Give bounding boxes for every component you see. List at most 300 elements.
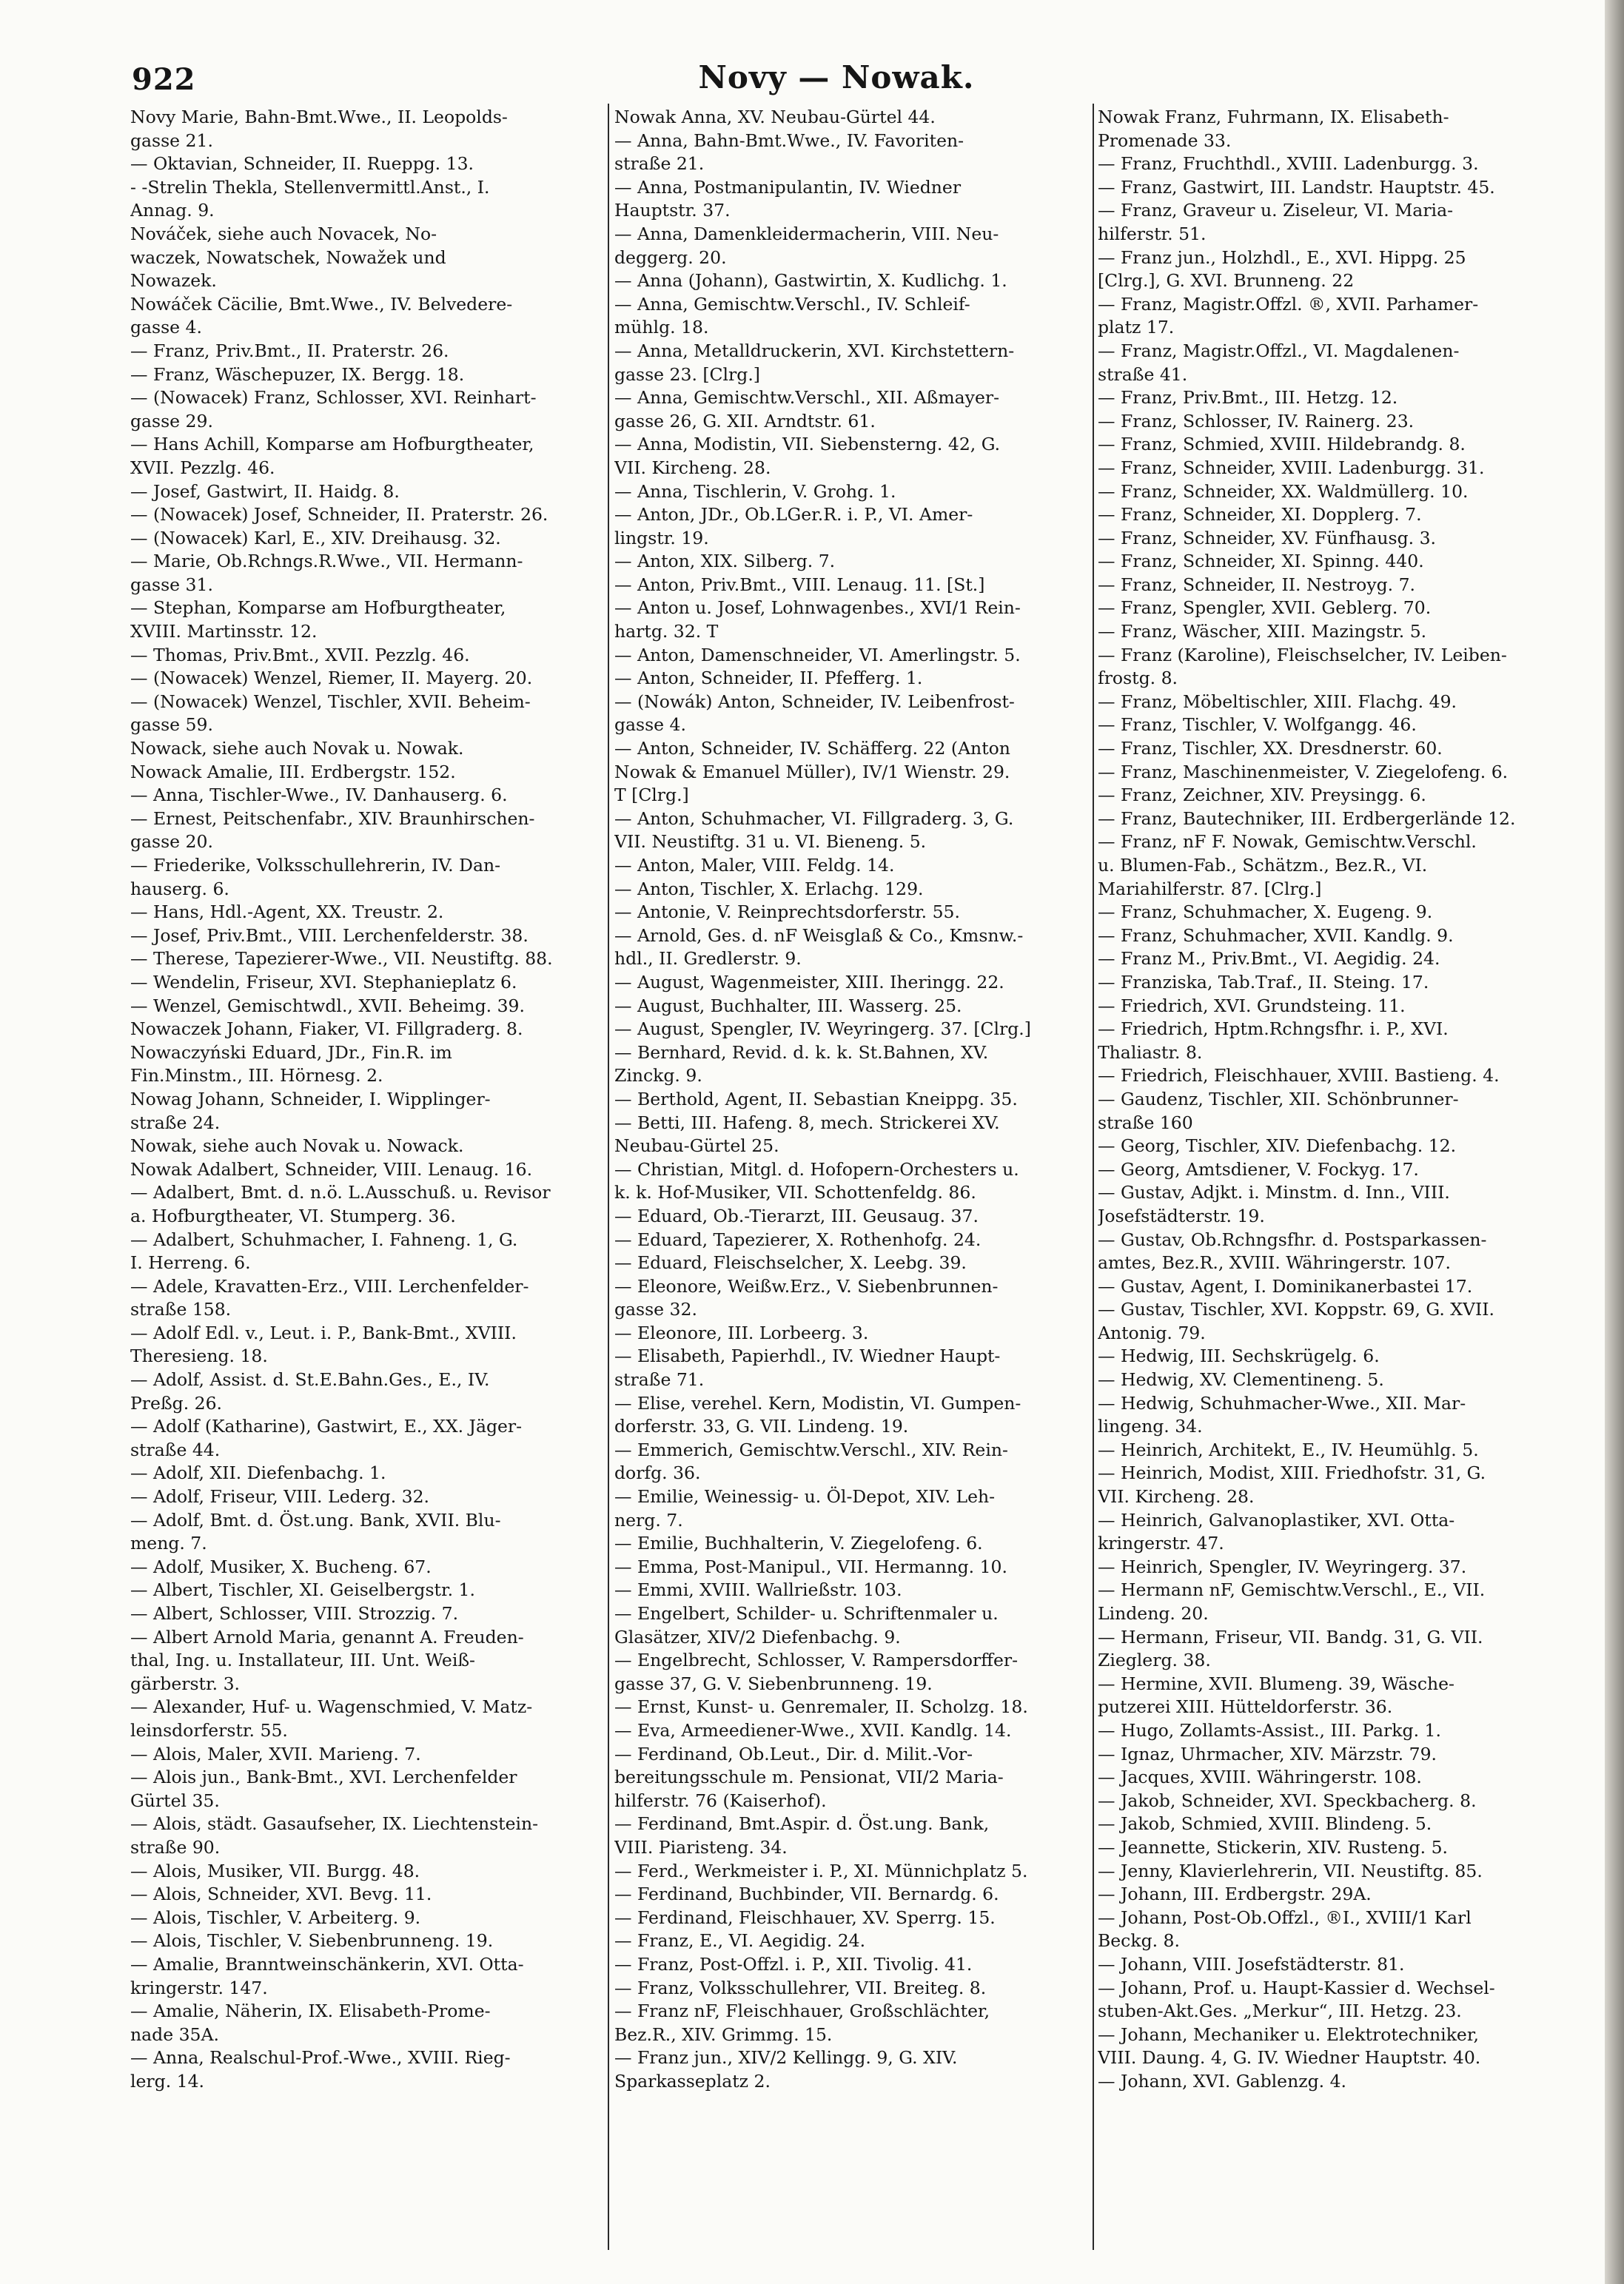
entry-line-first: — Alois, Musiker, VII. Burgg. 48.	[130, 1860, 420, 1881]
entry-line-first: — Georg, Amtsdiener, V. Fockyg. 17.	[1098, 1158, 1419, 1180]
entry-line-first: — Anna, Bahn-Bmt.Wwe., IV. Favoriten-	[614, 130, 964, 151]
directory-entry	[1098, 644, 1573, 691]
directory-entry	[130, 386, 604, 433]
entry-line-first: — Franz, Schuhmacher, X. Eugeng. 9.	[1098, 901, 1433, 923]
entry-line-continued: XVIII. Martinsstr. 12.	[130, 621, 318, 642]
entry-line-first: — Friedrich, XVI. Grundsteing. 11.	[1098, 995, 1406, 1016]
entry-line-continued: Hauptstr. 37.	[614, 200, 731, 221]
directory-entry	[1098, 1298, 1573, 1345]
entry-line-first: Nováček, siehe auch Novacek, No-	[130, 223, 437, 244]
entry-line-continued: straße 71.	[614, 1369, 705, 1391]
entry-line-first: Novy Marie, Bahn-Bmt.Wwe., II. Leopolds-	[130, 107, 508, 127]
directory-entry	[130, 1088, 604, 1135]
entry-line-first: — Alois, Tischler, V. Siebenbrunneng. 19.	[130, 1930, 494, 1952]
entry-line-first: — Johann, Mechaniker u. Elektrotechniker,	[1098, 2023, 1479, 2045]
directory-entry	[1098, 1719, 1573, 1743]
entry-line-continued: hilferstr. 76 (Kaiserhof).	[614, 1790, 827, 1811]
entry-line-first: — Albert, Tischler, XI. Geiselbergstr. 1.	[130, 1579, 475, 1601]
entry-line-first: — Emmi, XVIII. Wallrießstr. 103.	[614, 1579, 902, 1601]
directory-entry	[130, 737, 604, 761]
directory-entry	[130, 1415, 604, 1462]
entry-line-first: — Alois, Tischler, V. Arbeiterg. 9.	[130, 1907, 421, 1928]
directory-entry	[130, 340, 604, 363]
directory-entry	[614, 1041, 1090, 1088]
directory-entry	[1098, 691, 1573, 714]
entry-line-first: — Franz, Graveur u. Ziseleur, VI. Maria-	[1098, 200, 1454, 221]
directory-entry	[130, 363, 604, 387]
entry-line-continued: hdl., II. Gredlerstr. 9.	[614, 948, 802, 970]
entry-line-first: — Emilie, Buchhalterin, V. Ziegelofeng. 6.	[614, 1533, 983, 1554]
entry-line-first: — Anna, Gemischtw.Verschl., IV. Schleif-	[614, 293, 970, 315]
entry-line-first: — Heinrich, Galvanoplastiker, XVI. Otta-	[1098, 1509, 1455, 1531]
entry-line-first: — Hermann, Friseur, VII. Bandg. 31, G. VII.	[1098, 1626, 1483, 1647]
entry-line-first: — Johann, Prof. u. Haupt-Kassier d. Wechsel-	[1098, 1977, 1495, 1998]
entry-line-first: — Berthold, Agent, II. Sebastian Kneippg. 35.	[614, 1088, 1018, 1109]
directory-entry	[1098, 1064, 1573, 1088]
directory-entry	[614, 223, 1090, 269]
entry-line-first: — Anton, Schuhmacher, VI. Fillgraderg. 3, G.	[614, 807, 1014, 829]
entry-line-continued: Glasätzer, XIV/2 Diefenbachg. 9.	[614, 1626, 901, 1647]
directory-entry	[130, 503, 604, 527]
entry-line-first: — Heinrich, Spengler, IV. Weyringerg. 37.	[1098, 1556, 1467, 1577]
entry-line-first: — Franz, Bautechniker, III. Erdbergerlände 12.	[1098, 807, 1516, 829]
entry-line-continued: gasse 23. [Clrg.]	[614, 363, 760, 385]
entry-line-first: — Arnold, Ges. d. nF Weisglaß & Co., Kmsnw.-	[614, 924, 1024, 946]
entry-line-continued: kringerstr. 47.	[1098, 1533, 1224, 1554]
directory-entry	[1098, 1579, 1573, 1625]
entry-line-continued: straße 158.	[130, 1299, 232, 1320]
entry-line-first: — Amalie, Näherin, IX. Elisabeth-Prome-	[130, 2001, 491, 2022]
directory-entry	[1098, 1158, 1573, 1182]
entry-line-first: — Eleonore, III. Lorbeerg. 3.	[614, 1322, 869, 1343]
directory-entry	[614, 971, 1090, 995]
entry-line-first: — Heinrich, Modist, XIII. Friedhofstr. 31, G.	[1098, 1462, 1486, 1484]
entry-line-continued: waczek, Nowatschek, Nowažek und	[130, 246, 446, 268]
directory-entry	[614, 2000, 1090, 2046]
directory-entry	[130, 971, 604, 995]
entry-line-first: — Gaudenz, Tischler, XII. Schönbrunner-	[1098, 1088, 1459, 1109]
entry-line-first: — Franz, Schuhmacher, XVII. Kandlg. 9.	[1098, 924, 1454, 946]
directory-entry	[1098, 293, 1573, 340]
entry-line-first: — Eleonore, Weißw.Erz., V. Siebenbrunnen-	[614, 1275, 999, 1297]
entry-line-first: — Anton, Schneider, IV. Schäfferg. 22 (Anton	[614, 738, 1010, 759]
directory-entry	[614, 1345, 1090, 1391]
entry-line-continued: gärberstr. 3.	[130, 1673, 240, 1694]
directory-entry	[614, 550, 1090, 574]
entry-line-first: — Elisabeth, Papierhdl., IV. Wiedner Haupt-	[614, 1346, 1001, 1367]
entry-line-first: — Adolf, Bmt. d. Öst.ung. Bank, XVII. Blu-	[130, 1509, 501, 1531]
entry-line-continued: Mariahilferstr. 87. [Clrg.]	[1098, 878, 1322, 899]
directory-entry	[130, 152, 604, 176]
directory-entry	[614, 854, 1090, 878]
entry-line-first: — Adolf, XII. Diefenbachg. 1.	[130, 1462, 386, 1484]
entry-line-first: — Anton, JDr., Ob.LGer.R. i. P., VI. Amer-	[614, 504, 973, 525]
directory-entry	[130, 995, 604, 1018]
entry-line-first: — Franz, Priv.Bmt., III. Hetzg. 12.	[1098, 387, 1398, 409]
entry-line-first: — Franz M., Priv.Bmt., VI. Aegidig. 24.	[1098, 948, 1440, 970]
entry-line-continued: VII. Kircheng. 28.	[614, 457, 771, 478]
directory-entry	[130, 1485, 604, 1509]
directory-entry	[1098, 1392, 1573, 1439]
directory-entry	[614, 2046, 1090, 2093]
directory-entry	[614, 737, 1090, 807]
directory-entry	[130, 1602, 604, 1626]
directory-entry	[614, 1392, 1090, 1439]
entry-line-first: — Hugo, Zollamts-Assist., III. Parkg. 1.	[1098, 1719, 1441, 1741]
directory-entry	[614, 340, 1090, 386]
directory-entry	[614, 1229, 1090, 1252]
directory-entry	[614, 995, 1090, 1018]
directory-entry	[1098, 971, 1573, 995]
directory-entry	[130, 1229, 604, 1275]
entry-line-continued: Neubau-Gürtel 25.	[614, 1135, 779, 1157]
directory-entry	[614, 1813, 1090, 1859]
directory-entry	[1098, 1018, 1573, 1064]
entry-line-continued: platz 17.	[1098, 317, 1175, 338]
entry-line-first: — Franz, Schlosser, IV. Rainerg. 23.	[1098, 410, 1415, 431]
entry-line-continued: gasse 4.	[614, 714, 686, 736]
running-head: Novy — Nowak.	[698, 59, 975, 95]
directory-entry	[130, 924, 604, 948]
directory-entry	[130, 1368, 604, 1415]
entry-line-continued: straße 21.	[614, 153, 705, 175]
entry-line-first: — Jakob, Schneider, XVI. Speckbacherg. 8.	[1098, 1790, 1477, 1811]
entry-line-first: — Franz nF, Fleischhauer, Großschlächter,	[614, 2001, 990, 2022]
entry-line-continued: Gürtel 35.	[130, 1790, 220, 1811]
entry-line-first: — August, Spengler, IV. Weyringerg. 37. [Clrg.]	[614, 1018, 1031, 1040]
directory-entry	[1098, 1181, 1573, 1228]
entry-line-first: — Eduard, Ob.-Tierarzt, III. Geusaug. 37.	[614, 1205, 979, 1226]
entry-line-first: — (Nowacek) Franz, Schlosser, XVI. Reinhart-	[130, 387, 537, 409]
entry-line-first: — Anna, Tischler-Wwe., IV. Danhauserg. 6.	[130, 785, 508, 806]
entry-line-first: — Gustav, Agent, I. Dominikanerbastei 17.	[1098, 1275, 1473, 1297]
entry-line-first: — Ferdinand, Fleischhauer, XV. Sperrg. 15.	[614, 1907, 996, 1928]
directory-entry	[1098, 2070, 1573, 2094]
directory-entry	[130, 667, 604, 691]
directory-entry	[1098, 995, 1573, 1018]
entry-line-first: — Franz jun., Holzhdl., E., XVI. Hippg. 25	[1098, 246, 1466, 268]
directory-entry	[614, 1018, 1090, 1041]
entry-line-first: — Alois, städt. Gasaufseher, IX. Liechtenstein-	[130, 1813, 539, 1835]
entry-line-continued: Lindeng. 20.	[1098, 1603, 1209, 1624]
directory-entry	[614, 269, 1090, 293]
entry-line-continued: bereitungsschule m. Pensionat, VII/2 Maria-	[614, 1767, 1004, 1788]
directory-entry	[130, 1860, 604, 1884]
directory-entry	[1098, 386, 1573, 410]
entry-line-first: — Josef, Gastwirt, II. Haidg. 8.	[130, 480, 400, 502]
directory-entry	[1098, 713, 1573, 737]
entry-line-first: — Franz, Schneider, XV. Fünfhausg. 3.	[1098, 527, 1437, 548]
directory-entry	[614, 644, 1090, 668]
entry-line-continued: Thaliastr. 8.	[1098, 1041, 1203, 1063]
entry-line-first: — Bernhard, Revid. d. k. k. St.Bahnen, XV.	[614, 1041, 989, 1063]
entry-line-continued: Zinckg. 9.	[614, 1065, 702, 1086]
entry-line-first: — Stephan, Komparse am Hofburgtheater,	[130, 597, 506, 619]
directory-entry	[130, 1696, 604, 1742]
entry-line-first: — Albert, Schlosser, VIII. Strozzig. 7.	[130, 1603, 459, 1624]
entry-line-continued: leinsdorferstr. 55.	[130, 1719, 288, 1741]
entry-line-first: — Franz, Schneider, XI. Spinng. 440.	[1098, 551, 1424, 572]
entry-line-continued: gasse 37, G. V. Siebenbrunneng. 19.	[614, 1673, 933, 1694]
directory-entry	[130, 1929, 604, 1953]
entry-line-first: — Adolf, Friseur, VIII. Lederg. 32.	[130, 1486, 430, 1508]
entry-line-continued: VII. Kircheng. 28.	[1098, 1486, 1255, 1508]
entry-line-continued: k. k. Hof-Musiker, VII. Schottenfeldg. 86.	[614, 1182, 976, 1203]
directory-entry	[614, 1883, 1090, 1907]
directory-entry	[1098, 2023, 1573, 2070]
entry-line-continued: gasse 21.	[130, 130, 213, 151]
directory-entry	[1098, 176, 1573, 200]
entry-line-first: — Adalbert, Bmt. d. n.ö. L.Ausschuß. u. Revisor	[130, 1182, 551, 1203]
directory-entry	[614, 1322, 1090, 1346]
directory-entry	[130, 901, 604, 924]
entry-line-continued: gasse 32.	[614, 1299, 697, 1320]
directory-entry	[1098, 830, 1573, 901]
entry-line-first: — (Nowacek) Karl, E., XIV. Dreihausg. 32.	[130, 527, 501, 548]
entry-line-first: — Anna, Tischlerin, V. Grohg. 1.	[614, 480, 896, 502]
entry-line-first: — Christian, Mitgl. d. Hofopern-Orchesters u.	[614, 1158, 1019, 1180]
directory-entry	[614, 1275, 1090, 1322]
entry-line-first: - -Strelin Thekla, Stellenvermittl.Anst., I.	[130, 176, 490, 198]
entry-line-continued: nerg. 7.	[614, 1509, 683, 1531]
entry-line-first: — Anton, Tischler, X. Erlachg. 129.	[614, 878, 924, 899]
entry-line-first: — Johann, III. Erdbergstr. 29A.	[1098, 1884, 1372, 1905]
book-spine-shadow	[1605, 0, 1624, 2284]
entry-line-first: — Marie, Ob.Rchngs.R.Wwe., VII. Hermann-	[130, 551, 523, 572]
entry-line-first: — Gustav, Ob.Rchngsfhr. d. Postsparkassen-	[1098, 1229, 1487, 1250]
entry-line-first: — Thomas, Priv.Bmt., XVII. Pezzlg. 46.	[130, 644, 470, 665]
directory-entry	[130, 2046, 604, 2093]
directory-entry	[614, 1158, 1090, 1205]
directory-entry	[1098, 480, 1573, 504]
directory-entry	[1098, 1813, 1573, 1836]
entry-line-first: — Franz, Tischler, XX. Dresdnerstr. 60.	[1098, 738, 1443, 759]
entry-line-first: — Emilie, Weinessig- u. Öl-Depot, XIV. Leh-	[614, 1486, 996, 1508]
entry-line-continued: lingeng. 34.	[1098, 1416, 1203, 1437]
entry-line-first: — Friederike, Volksschullehrerin, IV. Dan-	[130, 855, 501, 876]
entry-line-first: — Anna (Johann), Gastwirtin, X. Kudlichg. 1.	[614, 270, 1007, 292]
directory-entry	[1098, 1345, 1573, 1368]
entry-line-continued: I. Herreng. 6.	[130, 1252, 251, 1274]
entry-line-first: — Franz, nF F. Nowak, Gemischtw.Verschl.	[1098, 831, 1477, 853]
column-1	[130, 106, 604, 2267]
directory-entry	[614, 1485, 1090, 1532]
entry-line-continued: hilferstr. 51.	[1098, 223, 1207, 244]
entry-line-continued: dorferstr. 33, G. VII. Lindeng. 19.	[614, 1416, 909, 1437]
entry-line-first: — Franz, Fruchthdl., XVIII. Ladenburgg. 3.	[1098, 153, 1479, 175]
entry-line-continued: Annag. 9.	[130, 200, 215, 221]
directory-entry	[614, 176, 1090, 223]
entry-line-first: — Hans, Hdl.-Agent, XX. Treustr. 2.	[130, 901, 444, 923]
directory-entry	[130, 644, 604, 668]
directory-entry	[130, 1275, 604, 1322]
directory-entry	[130, 223, 604, 293]
directory-entry	[1098, 1509, 1573, 1556]
directory-entry	[130, 1626, 604, 1696]
entry-line-first: Nowack Amalie, III. Erdbergstr. 152.	[130, 761, 456, 782]
directory-entry	[614, 1719, 1090, 1743]
entry-line-continued: straße 41.	[1098, 363, 1188, 385]
directory-entry	[1098, 246, 1573, 293]
entry-line-first: — Emmerich, Gemischtw.Verschl., XIV. Rein-	[614, 1439, 1008, 1460]
entry-line-first: — Adolf, Musiker, X. Bucheng. 67.	[130, 1556, 432, 1577]
directory-entry	[130, 550, 604, 597]
entry-line-continued: gasse 29.	[130, 410, 213, 431]
directory-entry	[1098, 761, 1573, 785]
directory-entry	[130, 1462, 604, 1485]
entry-line-continued: straße 160	[1098, 1112, 1193, 1133]
directory-entry	[614, 1696, 1090, 1719]
entry-line-continued: XVII. Pezzlg. 46.	[130, 457, 275, 478]
entry-line-first: — Eva, Armeediener-Wwe., XVII. Kandlg. 14.	[614, 1719, 1012, 1741]
entry-line-first: — Franz, Spengler, XVII. Geblerg. 70.	[1098, 597, 1432, 619]
directory-entry	[130, 1579, 604, 1602]
entry-line-first: Nowak, siehe auch Novak u. Nowack.	[130, 1135, 464, 1157]
directory-entry	[1098, 737, 1573, 761]
entry-line-continued: Beckg. 8.	[1098, 1930, 1180, 1952]
entry-line-first: — Franz, Schneider, II. Nestroyg. 7.	[1098, 574, 1416, 595]
entry-line-first: — (Nowák) Anton, Schneider, IV. Leibenfrost-	[614, 691, 1015, 712]
directory-entry	[1098, 1673, 1573, 1719]
entry-line-first: — Jenny, Klavierlehrerin, VII. Neustiftg. 85.	[1098, 1860, 1483, 1881]
entry-line-continued: gasse 20.	[130, 831, 213, 853]
entry-line-first: — (Nowacek) Wenzel, Riemer, II. Mayerg. 20.	[130, 668, 533, 689]
directory-entry	[1098, 152, 1573, 176]
entry-line-continued: hauserg. 6.	[130, 878, 229, 899]
directory-entry	[614, 293, 1090, 340]
entry-line-continued: Sparkasseplatz 2.	[614, 2070, 771, 2092]
directory-entry	[614, 480, 1090, 504]
column-divider	[608, 104, 609, 2250]
directory-entry	[614, 433, 1090, 480]
directory-entry	[1098, 1953, 1573, 1977]
entry-line-continued: hartg. 32. T	[614, 621, 719, 642]
directory-entry	[1098, 1883, 1573, 1907]
entry-line-continued: Nowazek.	[130, 270, 217, 292]
entry-line-first: — Amalie, Branntweinschänkerin, XVI. Otta-	[130, 1953, 524, 1975]
entry-line-first: — Ernest, Peitschenfabr., XIV. Braunhirschen-	[130, 807, 535, 829]
entry-line-first: — Heinrich, Architekt, E., IV. Heumühlg. 5.	[1098, 1439, 1479, 1460]
directory-entry	[130, 1509, 604, 1556]
entry-line-continued: straße 90.	[130, 1836, 221, 1858]
directory-entry	[130, 1743, 604, 1767]
directory-entry	[1098, 1368, 1573, 1392]
directory-entry	[130, 293, 604, 340]
directory-entry	[130, 480, 604, 504]
entry-line-first: — Franz, Priv.Bmt., II. Praterstr. 26.	[130, 340, 449, 361]
entry-line-first: — Adele, Kravatten-Erz., VIII. Lerchenfelder-	[130, 1275, 529, 1297]
entry-line-first: — Hermine, XVII. Blumeng. 39, Wäsche-	[1098, 1673, 1454, 1694]
directory-entry	[614, 1649, 1090, 1696]
entry-line-continued: gasse 4.	[130, 317, 202, 338]
directory-entry	[1098, 1836, 1573, 1860]
entry-line-first: — August, Wagenmeister, XIII. Iheringg. 22.	[614, 971, 1004, 992]
entry-line-first: — Anna, Metalldruckerin, XVI. Kirchstettern-	[614, 340, 1015, 361]
entry-line-first: — Anna, Damenkleidermacherin, VIII. Neu-	[614, 223, 999, 244]
entry-line-first: — Friedrich, Hptm.Rchngsfhr. i. P., XVI.	[1098, 1018, 1449, 1040]
entry-line-first: — Adalbert, Schuhmacher, I. Fahneng. 1, G.	[130, 1229, 518, 1250]
entry-line-first: — Anna, Modistin, VII. Siebensterng. 42, G.	[614, 434, 1001, 455]
entry-line-first: — Alois, Maler, XVII. Marieng. 7.	[130, 1743, 421, 1764]
entry-line-continued: mühlg. 18.	[614, 317, 709, 338]
directory-entry	[1098, 947, 1573, 971]
directory-entry	[614, 1439, 1090, 1485]
entry-line-continued: kringerstr. 147.	[130, 1977, 268, 1998]
directory-entry	[614, 1579, 1090, 1602]
entry-line-first: Nowak Anna, XV. Neubau-Gürtel 44.	[614, 107, 936, 127]
entry-line-first: — Johann, XVI. Gablenzg. 4.	[1098, 2070, 1346, 2092]
directory-entry	[1098, 1766, 1573, 1790]
directory-entry	[130, 1883, 604, 1907]
entry-line-first: — Josef, Priv.Bmt., VIII. Lerchenfelderstr. 38.	[130, 924, 529, 946]
directory-entry	[1098, 1088, 1573, 1135]
entry-line-continued: lingstr. 19.	[614, 527, 709, 548]
entry-line-continued: [Clrg.], G. XVI. Brunneng. 22	[1098, 270, 1355, 292]
page-number: 922	[132, 62, 196, 97]
directory-entry	[1098, 1860, 1573, 1884]
directory-entry	[614, 1088, 1090, 1112]
entry-line-continued: deggerg. 20.	[614, 246, 727, 268]
directory-entry	[130, 947, 604, 971]
entry-line-first: — Hedwig, III. Sechskrügelg. 6.	[1098, 1346, 1380, 1367]
directory-entry	[1098, 1135, 1573, 1158]
entry-line-first: — Franz, E., VI. Aegidig. 24.	[614, 1930, 866, 1952]
entry-line-first: — Franz, Magistr.Offzl., VI. Magdalenen-	[1098, 340, 1460, 361]
entry-line-first: — Albert Arnold Maria, genannt A. Freuden-	[130, 1626, 524, 1647]
directory-entry	[130, 597, 604, 643]
entry-line-first: — Franz, Möbeltischler, XIII. Flachg. 49.	[1098, 691, 1457, 712]
entry-line-continued: gasse 59.	[130, 714, 213, 736]
entry-line-continued: Bez.R., XIV. Grimmg. 15.	[614, 2023, 833, 2045]
entry-line-first: — Engelbrecht, Schlosser, V. Rampersdorffer-	[614, 1650, 1019, 1671]
entry-line-first: — Franz jun., XIV/2 Kellingg. 9, G. XIV.	[614, 2047, 958, 2069]
entry-line-continued: VIII. Daung. 4, G. IV. Wiedner Hauptstr. 40.	[1098, 2047, 1481, 2069]
directory-entry	[130, 807, 604, 854]
entry-line-first: — Ernst, Kunst- u. Genremaler, II. Scholzg. 18.	[614, 1696, 1028, 1718]
entry-line-continued: straße 44.	[130, 1439, 221, 1460]
directory-entry	[130, 1135, 604, 1158]
entry-line-continued: Josefstädterstr. 19.	[1098, 1205, 1265, 1226]
entry-line-first: — Anna, Postmanipulantin, IV. Wiedner	[614, 176, 962, 198]
entry-line-first: — Franz, Zeichner, XIV. Preysingg. 6.	[1098, 785, 1426, 806]
directory-entry	[130, 1766, 604, 1813]
entry-line-continued: thal, Ing. u. Installateur, III. Unt. Weiß-	[130, 1650, 475, 1671]
entry-line-continued: VIII. Piaristeng. 34.	[614, 1836, 788, 1858]
directory-entry	[1098, 410, 1573, 434]
entry-line-first: Nowaczyński Eduard, JDr., Fin.R. im	[130, 1041, 452, 1063]
entry-line-continued: gasse 26, G. XII. Arndtstr. 61.	[614, 410, 876, 431]
directory-entry	[614, 878, 1090, 901]
entry-line-continued: dorfg. 36.	[614, 1462, 701, 1484]
entry-line-first: — Anton, Schneider, II. Pfefferg. 1.	[614, 668, 923, 689]
entry-line-first: — Franz (Karoline), Fleischselcher, IV. Leiben-	[1098, 644, 1507, 665]
directory-entry	[614, 1556, 1090, 1579]
directory-entry	[130, 1556, 604, 1579]
directory-entry	[1098, 1229, 1573, 1275]
entry-line-first: — Friedrich, Fleischhauer, XVIII. Bastieng. 4.	[1098, 1065, 1500, 1086]
entry-line-first: — Gustav, Tischler, XVI. Koppstr. 69, G. XVII.	[1098, 1299, 1495, 1320]
entry-line-continued: putzerei XIII. Hütteldorferstr. 36.	[1098, 1696, 1393, 1718]
entry-line-first: — Franz, Gastwirt, III. Landstr. Hauptstr. 45.	[1098, 176, 1495, 198]
directory-entry	[130, 691, 604, 737]
directory-entry	[614, 1977, 1090, 2001]
directory-entry	[130, 106, 604, 152]
directory-entry	[1098, 924, 1573, 948]
directory-entry	[1098, 527, 1573, 551]
entry-line-first: — Hermann nF, Gemischtw.Verschl., E., VII.	[1098, 1579, 1486, 1601]
entry-line-first: — Franz, Schneider, XVIII. Ladenburgg. 31.	[1098, 457, 1485, 478]
directory-entry	[614, 1860, 1090, 1884]
